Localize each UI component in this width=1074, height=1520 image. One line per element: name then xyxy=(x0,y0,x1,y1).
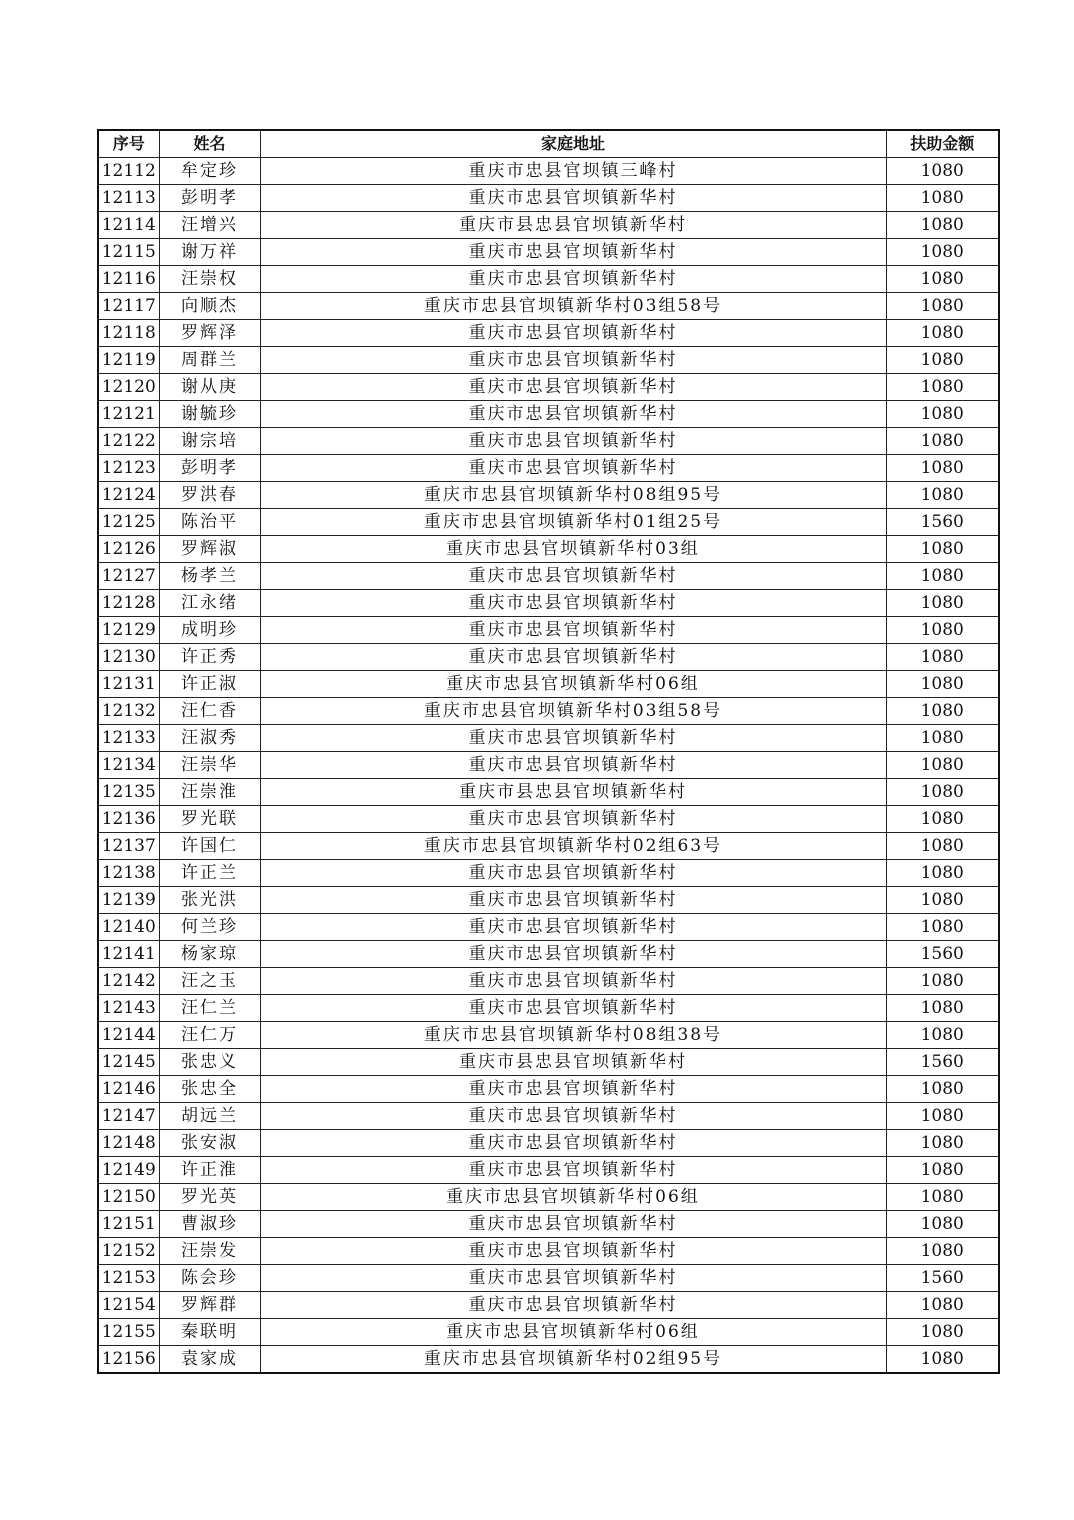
address-cell: 重庆市忠县官坝镇新华村03组58号 xyxy=(260,293,886,320)
document-page xyxy=(97,129,1000,1374)
amount-cell: 1080 xyxy=(886,401,999,428)
serial-cell: 12118 xyxy=(98,320,159,347)
amount-cell: 1080 xyxy=(886,698,999,725)
address-cell: 重庆市忠县官坝镇新华村 xyxy=(260,563,886,590)
table-row xyxy=(98,1319,999,1346)
address-cell: 重庆市忠县官坝镇新华村 xyxy=(260,1076,886,1103)
serial-cell: 12115 xyxy=(98,239,159,266)
amount-cell: 1080 xyxy=(886,1130,999,1157)
serial-cell: 12140 xyxy=(98,914,159,941)
address-cell: 重庆市忠县官坝镇新华村01组25号 xyxy=(260,509,886,536)
address-cell: 重庆市忠县官坝镇新华村 xyxy=(260,347,886,374)
name-cell: 成明珍 xyxy=(159,617,260,644)
address-cell: 重庆市忠县官坝镇新华村 xyxy=(260,185,886,212)
serial-cell: 12129 xyxy=(98,617,159,644)
name-cell: 袁家成 xyxy=(159,1346,260,1374)
table-row xyxy=(98,968,999,995)
name-cell: 曹淑珍 xyxy=(159,1211,260,1238)
serial-cell: 12117 xyxy=(98,293,159,320)
table-row xyxy=(98,347,999,374)
name-cell: 汪仁兰 xyxy=(159,995,260,1022)
name-cell: 罗洪春 xyxy=(159,482,260,509)
serial-cell: 12131 xyxy=(98,671,159,698)
amount-cell: 1080 xyxy=(886,725,999,752)
table-row xyxy=(98,1346,999,1374)
amount-cell: 1080 xyxy=(886,1292,999,1319)
amount-cell: 1080 xyxy=(886,347,999,374)
amount-cell: 1560 xyxy=(886,941,999,968)
header-name: 姓名 xyxy=(159,130,260,158)
table-row xyxy=(98,995,999,1022)
serial-cell: 12126 xyxy=(98,536,159,563)
amount-cell: 1080 xyxy=(886,266,999,293)
table-row xyxy=(98,725,999,752)
name-cell: 谢从庚 xyxy=(159,374,260,401)
address-cell: 重庆市忠县官坝镇新华村 xyxy=(260,644,886,671)
serial-cell: 12139 xyxy=(98,887,159,914)
table-row xyxy=(98,1292,999,1319)
header-address: 家庭地址 xyxy=(260,130,886,158)
name-cell: 杨孝兰 xyxy=(159,563,260,590)
subsidy-table xyxy=(97,129,1000,1374)
serial-cell: 12141 xyxy=(98,941,159,968)
serial-cell: 12144 xyxy=(98,1022,159,1049)
amount-cell: 1080 xyxy=(886,806,999,833)
amount-cell: 1080 xyxy=(886,968,999,995)
serial-cell: 12122 xyxy=(98,428,159,455)
table-row xyxy=(98,698,999,725)
address-cell: 重庆市忠县官坝镇新华村 xyxy=(260,860,886,887)
amount-cell: 1560 xyxy=(886,1265,999,1292)
serial-cell: 12135 xyxy=(98,779,159,806)
table-row xyxy=(98,671,999,698)
name-cell: 许正淑 xyxy=(159,671,260,698)
serial-cell: 12112 xyxy=(98,158,159,185)
serial-cell: 12132 xyxy=(98,698,159,725)
table-row xyxy=(98,752,999,779)
table-row xyxy=(98,482,999,509)
address-cell: 重庆市忠县官坝镇新华村06组 xyxy=(260,1184,886,1211)
address-cell: 重庆市忠县官坝镇新华村 xyxy=(260,590,886,617)
address-cell: 重庆市县忠县官坝镇新华村 xyxy=(260,212,886,239)
amount-cell: 1080 xyxy=(886,617,999,644)
serial-cell: 12147 xyxy=(98,1103,159,1130)
serial-cell: 12114 xyxy=(98,212,159,239)
table-row xyxy=(98,455,999,482)
address-cell: 重庆市忠县官坝镇新华村03组58号 xyxy=(260,698,886,725)
amount-cell: 1080 xyxy=(886,1319,999,1346)
address-cell: 重庆市忠县官坝镇三峰村 xyxy=(260,158,886,185)
serial-cell: 12156 xyxy=(98,1346,159,1374)
table-row xyxy=(98,644,999,671)
amount-cell: 1080 xyxy=(886,482,999,509)
address-cell: 重庆市忠县官坝镇新华村 xyxy=(260,1157,886,1184)
address-cell: 重庆市忠县官坝镇新华村 xyxy=(260,239,886,266)
serial-cell: 12125 xyxy=(98,509,159,536)
name-cell: 罗辉泽 xyxy=(159,320,260,347)
name-cell: 汪仁香 xyxy=(159,698,260,725)
serial-cell: 12150 xyxy=(98,1184,159,1211)
name-cell: 陈会珍 xyxy=(159,1265,260,1292)
table-row xyxy=(98,1211,999,1238)
amount-cell: 1560 xyxy=(886,509,999,536)
name-cell: 罗光联 xyxy=(159,806,260,833)
amount-cell: 1080 xyxy=(886,239,999,266)
amount-cell: 1080 xyxy=(886,563,999,590)
serial-cell: 12116 xyxy=(98,266,159,293)
serial-cell: 12152 xyxy=(98,1238,159,1265)
name-cell: 罗辉淑 xyxy=(159,536,260,563)
amount-cell: 1080 xyxy=(886,185,999,212)
address-cell: 重庆市忠县官坝镇新华村 xyxy=(260,806,886,833)
address-cell: 重庆市忠县官坝镇新华村 xyxy=(260,941,886,968)
name-cell: 彭明孝 xyxy=(159,185,260,212)
serial-cell: 12137 xyxy=(98,833,159,860)
table-row xyxy=(98,1265,999,1292)
name-cell: 胡远兰 xyxy=(159,1103,260,1130)
name-cell: 杨家琼 xyxy=(159,941,260,968)
name-cell: 向顺杰 xyxy=(159,293,260,320)
table-row xyxy=(98,590,999,617)
serial-cell: 12143 xyxy=(98,995,159,1022)
address-cell: 重庆市忠县官坝镇新华村 xyxy=(260,914,886,941)
table-row xyxy=(98,320,999,347)
name-cell: 张忠义 xyxy=(159,1049,260,1076)
serial-cell: 12154 xyxy=(98,1292,159,1319)
address-cell: 重庆市忠县官坝镇新华村08组95号 xyxy=(260,482,886,509)
table-row xyxy=(98,239,999,266)
address-cell: 重庆市忠县官坝镇新华村 xyxy=(260,1130,886,1157)
table-row xyxy=(98,1103,999,1130)
amount-cell: 1080 xyxy=(886,1238,999,1265)
amount-cell: 1080 xyxy=(886,833,999,860)
serial-cell: 12127 xyxy=(98,563,159,590)
address-cell: 重庆市忠县官坝镇新华村 xyxy=(260,1292,886,1319)
serial-cell: 12120 xyxy=(98,374,159,401)
amount-cell: 1080 xyxy=(886,293,999,320)
amount-cell: 1080 xyxy=(886,455,999,482)
address-cell: 重庆市忠县官坝镇新华村 xyxy=(260,374,886,401)
amount-cell: 1560 xyxy=(886,1049,999,1076)
name-cell: 汪增兴 xyxy=(159,212,260,239)
table-row xyxy=(98,1022,999,1049)
name-cell: 许正秀 xyxy=(159,644,260,671)
serial-cell: 12149 xyxy=(98,1157,159,1184)
name-cell: 何兰珍 xyxy=(159,914,260,941)
amount-cell: 1080 xyxy=(886,1022,999,1049)
amount-cell: 1080 xyxy=(886,428,999,455)
amount-cell: 1080 xyxy=(886,536,999,563)
serial-cell: 12113 xyxy=(98,185,159,212)
address-cell: 重庆市忠县官坝镇新华村 xyxy=(260,968,886,995)
amount-cell: 1080 xyxy=(886,1103,999,1130)
name-cell: 陈治平 xyxy=(159,509,260,536)
address-cell: 重庆市忠县官坝镇新华村 xyxy=(260,401,886,428)
header-serial: 序号 xyxy=(98,130,159,158)
name-cell: 谢万祥 xyxy=(159,239,260,266)
address-cell: 重庆市忠县官坝镇新华村 xyxy=(260,455,886,482)
table-row xyxy=(98,1184,999,1211)
table-row xyxy=(98,1238,999,1265)
table-row xyxy=(98,860,999,887)
serial-cell: 12153 xyxy=(98,1265,159,1292)
address-cell: 重庆市忠县官坝镇新华村 xyxy=(260,752,886,779)
address-cell: 重庆市忠县官坝镇新华村06组 xyxy=(260,1319,886,1346)
table-row xyxy=(98,1049,999,1076)
table-row xyxy=(98,1076,999,1103)
table-row xyxy=(98,1157,999,1184)
name-cell: 秦联明 xyxy=(159,1319,260,1346)
name-cell: 张安淑 xyxy=(159,1130,260,1157)
serial-cell: 12142 xyxy=(98,968,159,995)
name-cell: 汪崇华 xyxy=(159,752,260,779)
address-cell: 重庆市忠县官坝镇新华村 xyxy=(260,428,886,455)
table-row xyxy=(98,185,999,212)
name-cell: 许正兰 xyxy=(159,860,260,887)
name-cell: 许国仁 xyxy=(159,833,260,860)
table-row xyxy=(98,266,999,293)
amount-cell: 1080 xyxy=(886,752,999,779)
table-row xyxy=(98,212,999,239)
header-row xyxy=(98,130,999,158)
table-row xyxy=(98,887,999,914)
serial-cell: 12145 xyxy=(98,1049,159,1076)
address-cell: 重庆市忠县官坝镇新华村03组 xyxy=(260,536,886,563)
name-cell: 周群兰 xyxy=(159,347,260,374)
table-row xyxy=(98,914,999,941)
name-cell: 江永绪 xyxy=(159,590,260,617)
serial-cell: 12133 xyxy=(98,725,159,752)
address-cell: 重庆市忠县官坝镇新华村 xyxy=(260,320,886,347)
table-row xyxy=(98,617,999,644)
address-cell: 重庆市忠县官坝镇新华村 xyxy=(260,1211,886,1238)
table-row xyxy=(98,536,999,563)
address-cell: 重庆市忠县官坝镇新华村 xyxy=(260,725,886,752)
address-cell: 重庆市忠县官坝镇新华村06组 xyxy=(260,671,886,698)
table-row xyxy=(98,509,999,536)
serial-cell: 12121 xyxy=(98,401,159,428)
table-row xyxy=(98,833,999,860)
table-row xyxy=(98,941,999,968)
address-cell: 重庆市忠县官坝镇新华村02组95号 xyxy=(260,1346,886,1374)
amount-cell: 1080 xyxy=(886,860,999,887)
amount-cell: 1080 xyxy=(886,887,999,914)
name-cell: 张光洪 xyxy=(159,887,260,914)
amount-cell: 1080 xyxy=(886,1184,999,1211)
name-cell: 谢宗培 xyxy=(159,428,260,455)
table-row xyxy=(98,563,999,590)
serial-cell: 12123 xyxy=(98,455,159,482)
address-cell: 重庆市忠县官坝镇新华村02组63号 xyxy=(260,833,886,860)
amount-cell: 1080 xyxy=(886,671,999,698)
name-cell: 罗光英 xyxy=(159,1184,260,1211)
header-amount: 扶助金额 xyxy=(886,130,999,158)
serial-cell: 12124 xyxy=(98,482,159,509)
amount-cell: 1080 xyxy=(886,779,999,806)
amount-cell: 1080 xyxy=(886,158,999,185)
table-row xyxy=(98,779,999,806)
table-row xyxy=(98,293,999,320)
name-cell: 汪崇发 xyxy=(159,1238,260,1265)
table-row xyxy=(98,428,999,455)
amount-cell: 1080 xyxy=(886,1346,999,1374)
serial-cell: 12128 xyxy=(98,590,159,617)
serial-cell: 12130 xyxy=(98,644,159,671)
name-cell: 谢毓珍 xyxy=(159,401,260,428)
name-cell: 汪仁万 xyxy=(159,1022,260,1049)
amount-cell: 1080 xyxy=(886,1157,999,1184)
serial-cell: 12119 xyxy=(98,347,159,374)
address-cell: 重庆市忠县官坝镇新华村 xyxy=(260,266,886,293)
name-cell: 汪之玉 xyxy=(159,968,260,995)
name-cell: 彭明孝 xyxy=(159,455,260,482)
table-row xyxy=(98,401,999,428)
amount-cell: 1080 xyxy=(886,1211,999,1238)
address-cell: 重庆市忠县官坝镇新华村 xyxy=(260,617,886,644)
amount-cell: 1080 xyxy=(886,995,999,1022)
address-cell: 重庆市忠县官坝镇新华村 xyxy=(260,1238,886,1265)
name-cell: 罗辉群 xyxy=(159,1292,260,1319)
address-cell: 重庆市忠县官坝镇新华村 xyxy=(260,995,886,1022)
name-cell: 汪崇淮 xyxy=(159,779,260,806)
name-cell: 汪淑秀 xyxy=(159,725,260,752)
address-cell: 重庆市忠县官坝镇新华村 xyxy=(260,887,886,914)
serial-cell: 12148 xyxy=(98,1130,159,1157)
name-cell: 汪崇权 xyxy=(159,266,260,293)
address-cell: 重庆市县忠县官坝镇新华村 xyxy=(260,1049,886,1076)
table-row xyxy=(98,158,999,185)
serial-cell: 12146 xyxy=(98,1076,159,1103)
name-cell: 张忠全 xyxy=(159,1076,260,1103)
serial-cell: 12155 xyxy=(98,1319,159,1346)
amount-cell: 1080 xyxy=(886,914,999,941)
serial-cell: 12136 xyxy=(98,806,159,833)
amount-cell: 1080 xyxy=(886,1076,999,1103)
amount-cell: 1080 xyxy=(886,644,999,671)
table-row xyxy=(98,806,999,833)
serial-cell: 12134 xyxy=(98,752,159,779)
table-row xyxy=(98,1130,999,1157)
address-cell: 重庆市忠县官坝镇新华村 xyxy=(260,1103,886,1130)
name-cell: 牟定珍 xyxy=(159,158,260,185)
name-cell: 许正淮 xyxy=(159,1157,260,1184)
address-cell: 重庆市忠县官坝镇新华村08组38号 xyxy=(260,1022,886,1049)
amount-cell: 1080 xyxy=(886,212,999,239)
amount-cell: 1080 xyxy=(886,320,999,347)
table-row xyxy=(98,374,999,401)
address-cell: 重庆市忠县官坝镇新华村 xyxy=(260,1265,886,1292)
serial-cell: 12138 xyxy=(98,860,159,887)
amount-cell: 1080 xyxy=(886,590,999,617)
serial-cell: 12151 xyxy=(98,1211,159,1238)
table-body xyxy=(98,158,999,1374)
amount-cell: 1080 xyxy=(886,374,999,401)
address-cell: 重庆市县忠县官坝镇新华村 xyxy=(260,779,886,806)
